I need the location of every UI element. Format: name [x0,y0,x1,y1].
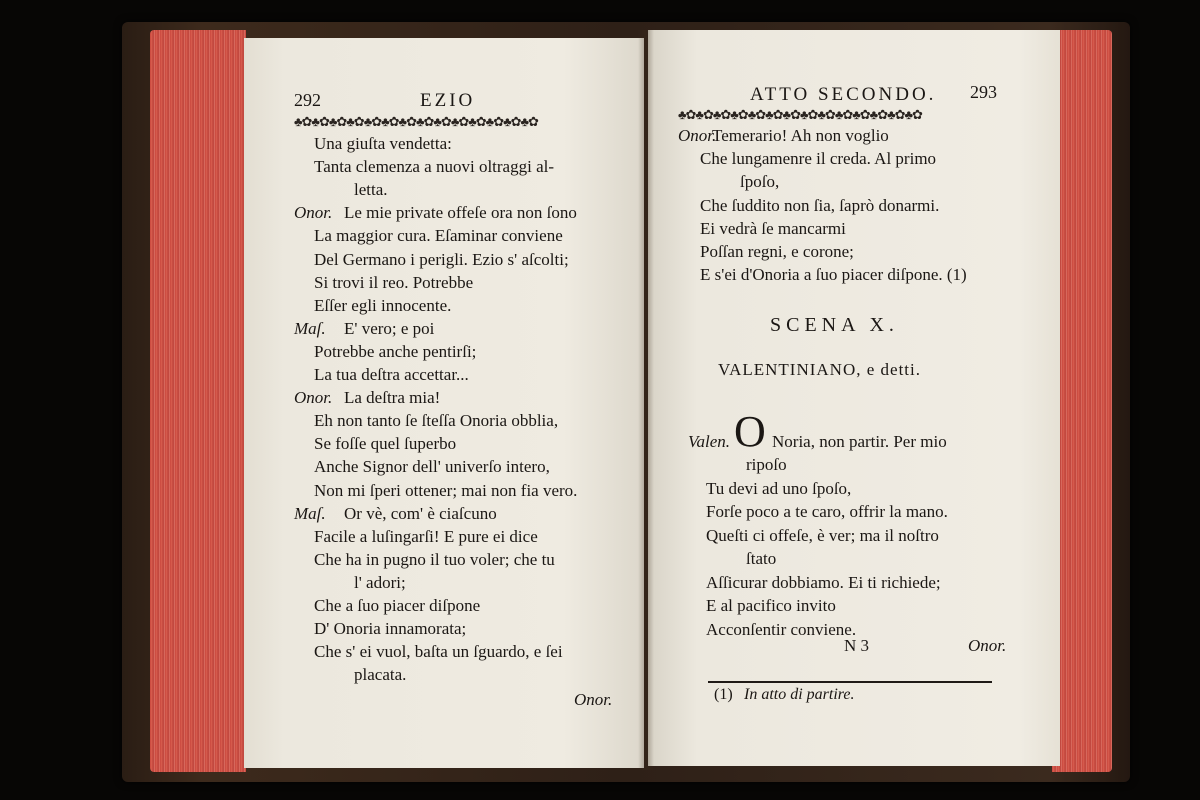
catchword: Onor. [574,690,613,709]
text-line: La maggior cura. Eſaminar conviene [314,226,563,246]
text-line: Temerario! Ah non voglio [712,126,889,145]
page-number: 293 [970,82,997,102]
text-line: Tanta clemenza a nuovi oltraggi al- [314,157,555,177]
text-line: ſpoſo, [740,172,780,192]
catchword: Onor. [968,636,1007,655]
text-line: Eh non tanto ſe ſteſſa Onoria obblia, [314,411,559,431]
text-line: Potrebbe anche pentirſi; [314,341,477,361]
speaker-label: Maſ. [294,318,326,338]
footnote-marker: (1) [714,686,733,703]
text-line: Tu devi ad uno ſpoſo, [706,478,852,498]
right-page-edges [1052,30,1112,772]
speaker-label: Onor. [678,126,717,145]
right-page [648,30,1060,766]
text-line: Anche Signor dell' univerſo intero, [314,457,550,477]
text-line: Poſſan regni, e corone; [700,242,854,261]
signature-mark: N 3 [844,636,870,655]
text-line: Queſti ci offeſe, è ver; ma il noſtro [706,525,939,545]
drop-cap: O [734,407,766,456]
text-line: La tua deſtra accettar... [314,365,469,384]
text-line: Che lungamenre il creda. Al primo [700,149,937,169]
text-line: Del Germano i perigli. Ezio s' aſcolti; [314,249,569,269]
text-line: Forſe poco a te caro, offrir la mano. [706,502,948,521]
text-line: ſtato [746,549,777,568]
page-number: 292 [294,90,321,110]
book-gutter [638,30,654,770]
scene-title: SCENA X. [770,314,899,336]
speaker-label: Onor. [294,203,333,223]
text-line: Che ſuddito non ſia, ſaprò donarmi. [700,195,940,215]
text-line: E' vero; e poi [344,318,435,338]
scene-characters: VALENTINIANO, e detti. [718,360,921,379]
text-line: Che s' ei vuol, baſta un ſguardo, e ſei [314,642,563,662]
text-line: Eſſer egli innocente. [314,295,452,315]
text-line: Che a ſuo piacer diſpone [314,596,481,615]
running-head: EZIO [420,90,476,111]
text-line: letta. [354,180,388,200]
text-line: Se foſſe quel ſuperbo [314,434,457,454]
text-line: E s'ei d'Onoria a ſuo piacer diſpone. (1) [700,265,967,285]
text-line: Che ha in pugno il tuo voler; che tu [314,549,555,569]
speaker-label: Valen. [688,432,731,451]
ornament-rule: ♣✿♣✿♣✿♣✿♣✿♣✿♣✿♣✿♣✿♣✿♣✿♣✿♣✿♣✿ [678,107,922,122]
speaker-label: Onor. [294,388,333,408]
footnote-rule [708,681,992,683]
footnote-text: In atto di partire. [744,686,855,703]
text-line: Facile a luſingarſi! E pure ei dice [314,526,538,546]
text-line: Si trovi il reo. Potrebbe [314,272,474,292]
text-line: Una giuſta vendetta: [314,134,452,153]
text-line: ripoſo [746,455,787,474]
text-line: placata. [354,665,407,685]
running-head: ATTO SECONDO. [750,84,937,105]
left-page [244,38,644,768]
left-page-edges [150,30,246,772]
ornament-rule: ♣✿♣✿♣✿♣✿♣✿♣✿♣✿♣✿♣✿♣✿♣✿♣✿♣✿♣✿ [294,114,538,129]
text-line: Le mie private offeſe ora non ſono [344,203,577,223]
text-line: E al pacifico invito [706,596,836,615]
text-line: Noria, non partir. Per mio [772,432,947,451]
text-line: Or vè, com' è ciaſcuno [344,503,497,523]
text-line: Aſſicurar dobbiamo. Ei ti richiede; [706,572,941,592]
text-line: Acconſentir conviene. [706,619,857,639]
text-line: Non mi ſperi ottener; mai non fia vero. [314,480,578,500]
text-line: l' adori; [354,572,406,592]
text-line: D' Onoria innamorata; [314,619,467,639]
text-line: La deſtra mia! [344,388,441,408]
speaker-label: Maſ. [294,503,326,523]
text-line: Ei vedrà ſe mancarmi [700,218,846,238]
